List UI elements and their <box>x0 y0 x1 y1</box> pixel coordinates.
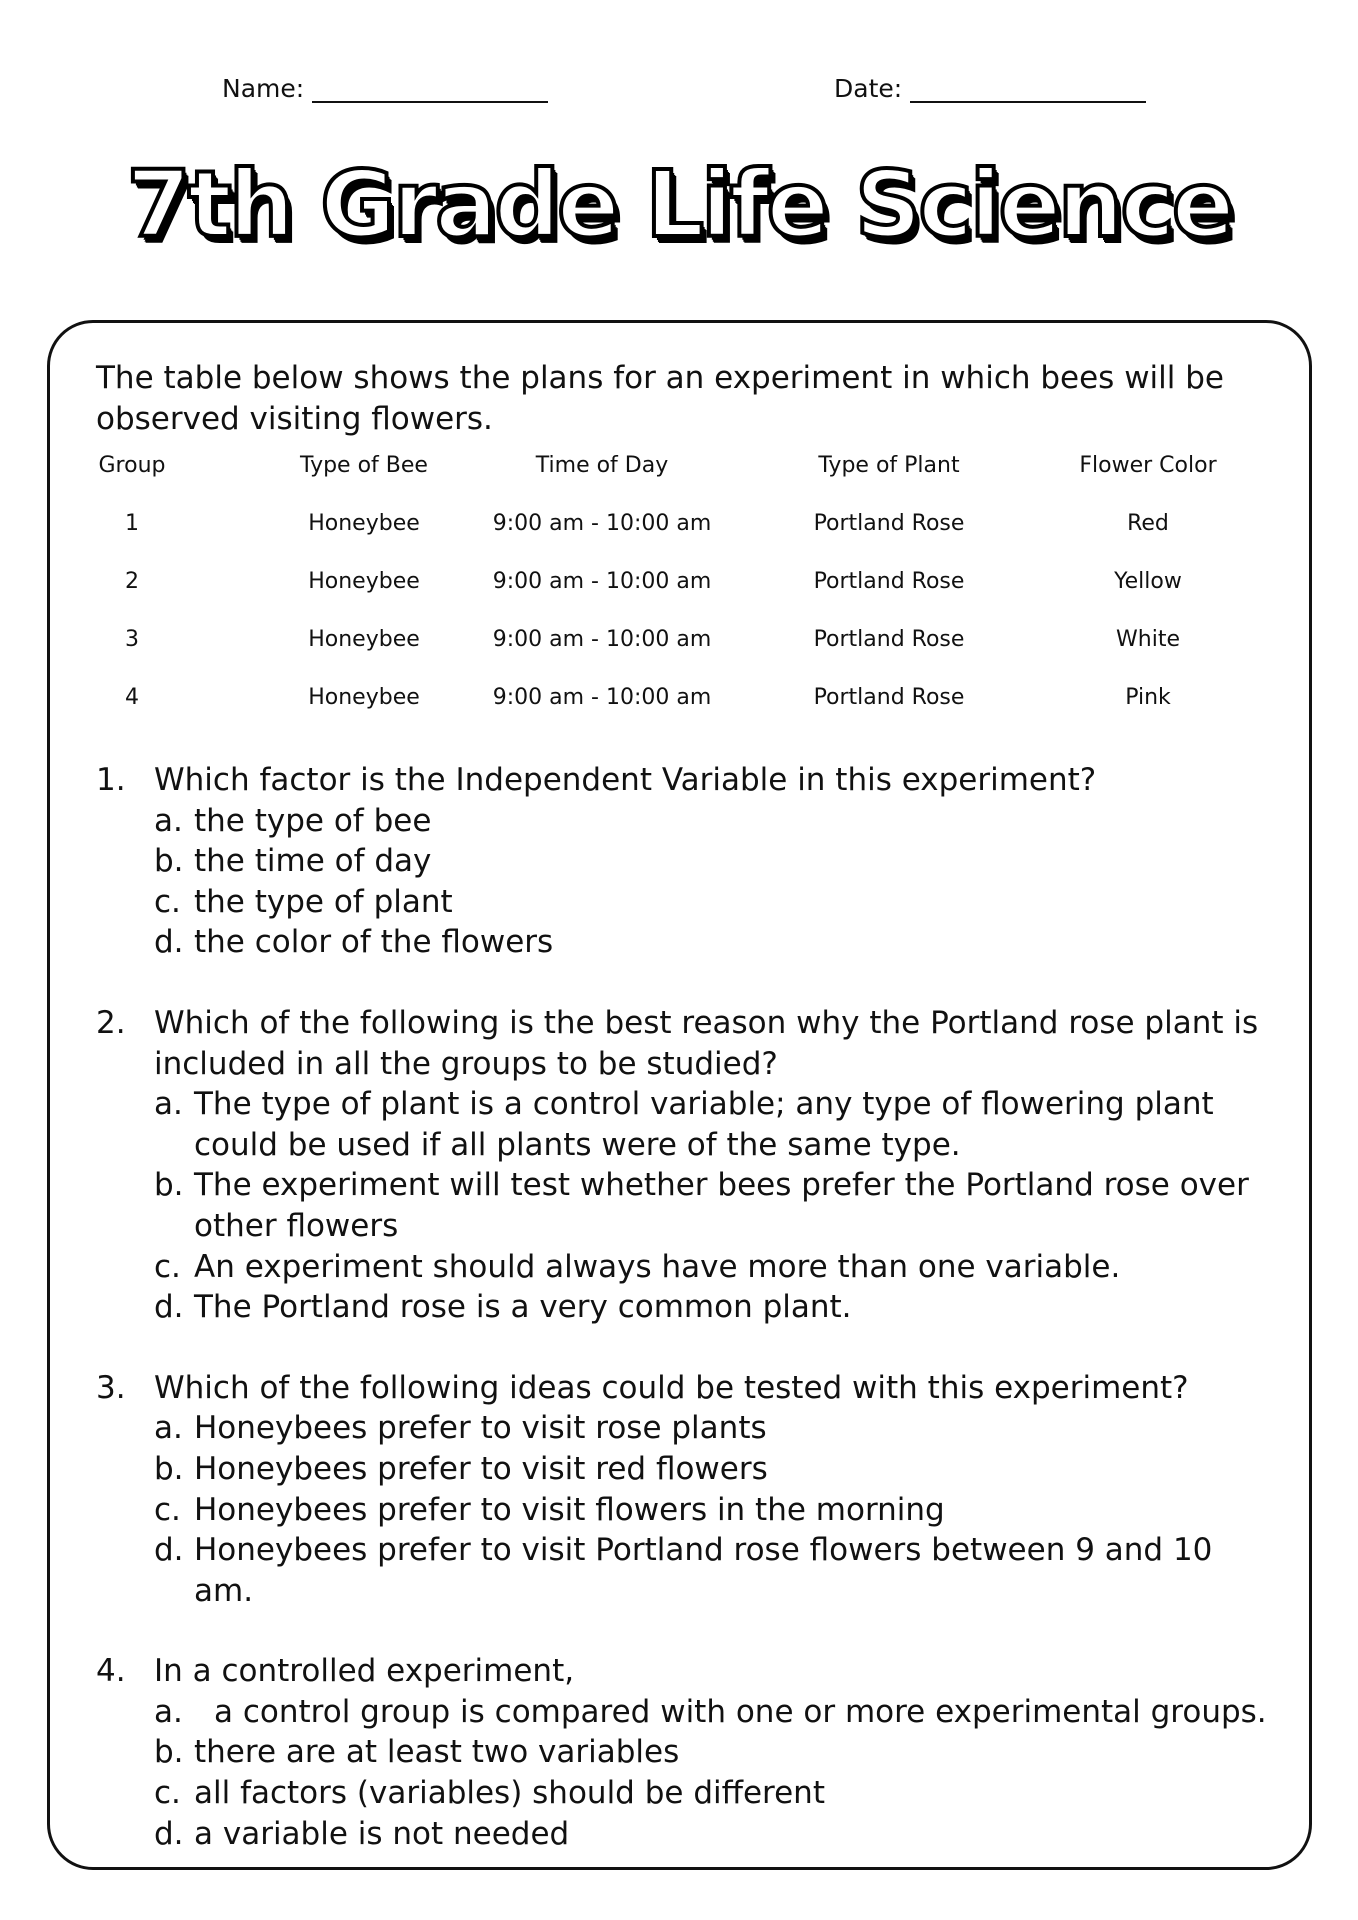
question-1 <box>96 760 1276 963</box>
option-text: a control group is compared with one or more experimental groups. <box>214 1693 1267 1730</box>
option-letter: d. <box>154 1532 184 1569</box>
question-number: 3. <box>96 1369 126 1406</box>
answer-option[interactable] <box>154 801 1276 842</box>
option-text: all factors (variables) should be different <box>194 1775 825 1812</box>
option-letter: d. <box>154 1815 184 1852</box>
answer-option[interactable] <box>154 1449 1276 1490</box>
table-cell-bee-type: Honeybee <box>308 511 420 536</box>
date-field[interactable] <box>834 74 1146 103</box>
option-text: a variable is not needed <box>194 1815 570 1852</box>
table-cell-flower-color: Red <box>1127 511 1169 536</box>
name-blank-line[interactable] <box>312 75 548 103</box>
option-letter: a. <box>154 1410 183 1447</box>
option-text: Honeybees prefer to visit flowers in the morning <box>194 1491 945 1528</box>
answer-option[interactable] <box>154 1732 1276 1773</box>
option-letter: d. <box>154 1289 184 1326</box>
table-row <box>96 685 1256 743</box>
table-cell-bee-type: Honeybee <box>308 627 420 652</box>
table-cell-group: 1 <box>125 511 139 536</box>
table-cell-bee-type: Honeybee <box>308 685 420 710</box>
name-label: Name: <box>222 74 305 103</box>
answer-options <box>154 1408 1276 1611</box>
table-cell-time-of-day: 9:00 am - 10:00 am <box>492 511 712 536</box>
answer-option[interactable] <box>154 1814 1276 1855</box>
question-text: In a controlled experiment, <box>154 1653 575 1690</box>
answer-option[interactable] <box>154 841 1276 882</box>
name-field[interactable] <box>222 74 548 103</box>
column-header-group: Group <box>98 453 166 478</box>
option-text: there are at least two variables <box>194 1734 680 1771</box>
column-header-plant-type: Type of Plant <box>818 453 960 478</box>
header-row <box>0 74 1358 114</box>
answer-option[interactable] <box>154 1530 1276 1611</box>
table-cell-time-of-day: 9:00 am - 10:00 am <box>492 627 712 652</box>
option-text: Honeybees prefer to visit red flowers <box>194 1450 768 1487</box>
table-cell-plant-type: Portland Rose <box>813 569 965 594</box>
answer-option[interactable] <box>154 1692 1276 1733</box>
option-letter: a. <box>154 802 183 839</box>
question-text: Which of the following is the best reason why the Portland rose plant is included in all the groups to be studied? <box>154 1004 1259 1082</box>
answer-options <box>154 1084 1276 1328</box>
question-4 <box>96 1651 1276 1854</box>
answer-option[interactable] <box>154 1247 1276 1288</box>
option-letter: b. <box>154 1734 184 1771</box>
question-number: 1. <box>96 762 126 798</box>
answer-option[interactable] <box>154 1287 1276 1328</box>
question-text: Which factor is the Independent Variable in this experiment? <box>154 762 1097 798</box>
table-cell-group: 4 <box>125 685 139 710</box>
option-letter: c. <box>154 883 181 920</box>
table-header-row <box>96 453 1256 511</box>
option-letter: d. <box>154 924 184 961</box>
question-number: 4. <box>96 1653 126 1690</box>
table-cell-plant-type: Portland Rose <box>813 685 965 710</box>
answer-options <box>154 1692 1276 1854</box>
option-letter: c. <box>154 1491 181 1528</box>
question-3 <box>96 1368 1276 1612</box>
question-2 <box>96 1003 1276 1328</box>
answer-options <box>154 801 1276 963</box>
table-cell-group: 2 <box>125 569 139 594</box>
table-row <box>96 569 1256 627</box>
table-row <box>96 627 1256 685</box>
option-text: The experiment will test whether bees prefer the Portland rose over other flowers <box>194 1167 1249 1244</box>
intro-text: The table below shows the plans for an experiment in which bees will be observed visiting flowers. <box>96 360 1224 437</box>
option-letter: a. <box>154 1693 183 1730</box>
answer-option[interactable] <box>154 1773 1276 1814</box>
option-text: An experiment should always have more than one variable. <box>194 1248 1121 1285</box>
date-label: Date: <box>834 74 903 103</box>
option-text: The type of plant is a control variable; any type of flowering plant could be used if all plants were of the same type. <box>194 1086 1214 1163</box>
question-text: Which of the following ideas could be tested with this experiment? <box>154 1369 1189 1406</box>
answer-option[interactable] <box>154 1084 1276 1165</box>
answer-option[interactable] <box>154 1408 1276 1449</box>
page-title: 7th Grade Life Science <box>126 151 1232 258</box>
option-text: the type of bee <box>194 802 432 839</box>
answer-option[interactable] <box>154 1490 1276 1531</box>
table-cell-time-of-day: 9:00 am - 10:00 am <box>492 685 712 710</box>
table-cell-plant-type: Portland Rose <box>813 627 965 652</box>
answer-option[interactable] <box>154 1165 1276 1246</box>
table-cell-group: 3 <box>125 627 139 652</box>
table-cell-flower-color: White <box>1116 627 1180 652</box>
option-letter: c. <box>154 1775 181 1812</box>
option-text: The Portland rose is a very common plant. <box>194 1289 852 1326</box>
experiment-plan-table <box>96 453 1256 743</box>
option-letter: b. <box>154 1450 184 1487</box>
question-list <box>96 760 1276 1894</box>
table-cell-flower-color: Pink <box>1125 685 1171 710</box>
column-header-bee-type: Type of Bee <box>300 453 428 478</box>
option-text: the type of plant <box>194 883 453 920</box>
answer-option[interactable] <box>154 882 1276 923</box>
option-text: Honeybees prefer to visit rose plants <box>194 1410 767 1447</box>
table-cell-plant-type: Portland Rose <box>813 511 965 536</box>
option-text: the color of the flowers <box>194 924 554 961</box>
table-cell-bee-type: Honeybee <box>308 569 420 594</box>
date-blank-line[interactable] <box>910 75 1146 103</box>
column-header-time-of-day: Time of Day <box>535 453 669 478</box>
option-letter: b. <box>154 843 184 880</box>
option-text: Honeybees prefer to visit Portland rose flowers between 9 and 10 am. <box>194 1532 1213 1609</box>
table-cell-flower-color: Yellow <box>1114 569 1182 594</box>
option-text: the time of day <box>194 843 432 880</box>
option-letter: b. <box>154 1167 184 1204</box>
option-letter: a. <box>154 1086 183 1123</box>
answer-option[interactable] <box>154 922 1276 963</box>
table-cell-time-of-day: 9:00 am - 10:00 am <box>492 569 712 594</box>
question-number: 2. <box>96 1004 126 1041</box>
table-row <box>96 511 1256 569</box>
option-letter: c. <box>154 1248 181 1285</box>
column-header-flower-color: Flower Color <box>1079 453 1217 478</box>
